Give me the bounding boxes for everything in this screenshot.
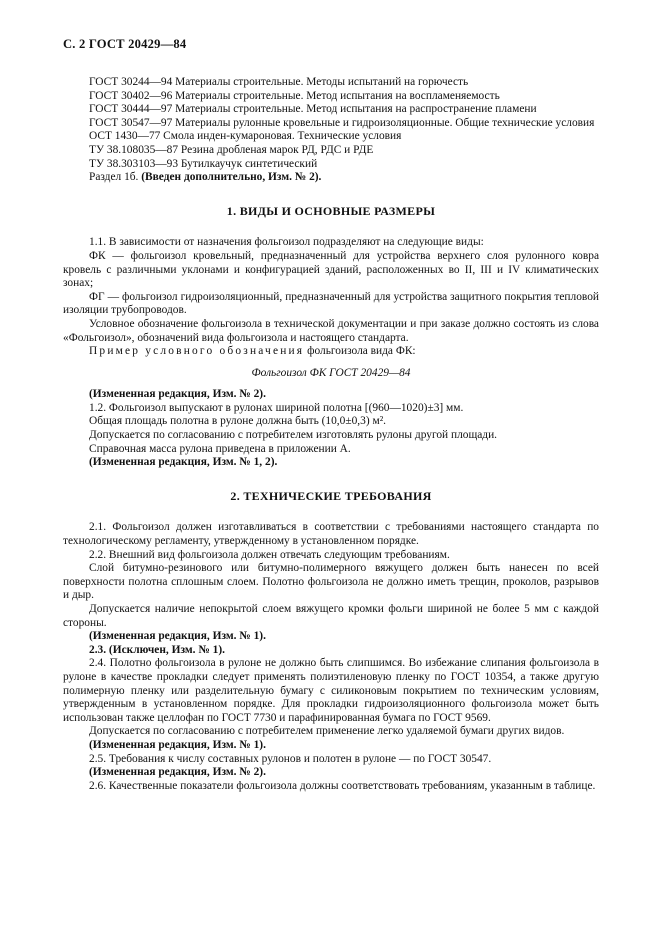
paragraph: ФК — фольгоизол кровельный, предназначенный для устройства верхнего слоя рулонного ковра кровель с различными уклонами и конфигурацией зданий, расположенных во II, III и IV климатических зонах; bbox=[63, 249, 599, 290]
reference-item: ГОСТ 30244—94 Материалы строительные. Методы испытаний на горючесть bbox=[89, 76, 469, 88]
section-1-heading: 1. ВИДЫ И ОСНОВНЫЕ РАЗМЕРЫ bbox=[226, 203, 436, 218]
reference-item: ГОСТ 30402—96 Материалы строительные. Метод испытания на воспламеняемость bbox=[89, 89, 500, 102]
section-1 bbox=[63, 236, 599, 470]
document-body bbox=[63, 76, 599, 793]
paragraph: 2.5. Требования к числу составных рулонов и полотен в рулоне — по ГОСТ 30547. bbox=[89, 752, 492, 765]
section-note-prefix: Раздел 1б. bbox=[89, 171, 142, 184]
example-intro-text: фольгоизола вида ФК: bbox=[304, 345, 416, 358]
amendment-note: (Измененная редакция, Изм. № 2). bbox=[89, 766, 266, 779]
paragraph: 2.6. Качественные показатели фольгоизола должны соответствовать требованиям, указанным в таблице. bbox=[89, 779, 596, 792]
paragraph: Допускается по согласованию с потребителем применение легко удаляемой бумаги других видов. bbox=[89, 725, 565, 738]
normative-references bbox=[63, 76, 599, 185]
paragraph: 2.1. Фольгоизол должен изготавливаться в соответствии с требованиями настоящего стандарта по технологическому регламенту, утвержденному в установленном порядке. bbox=[63, 521, 599, 548]
example-intro bbox=[63, 345, 599, 359]
reference-item: ОСТ 1430—77 Смола инден-кумароновая. Технические условия bbox=[89, 130, 402, 143]
paragraph: 1.2. Фольгоизол выпускают в рулонах шириной полотна [(960—1020)±3] мм. bbox=[89, 401, 464, 414]
page-header: С. 2 ГОСТ 20429—84 bbox=[63, 37, 187, 51]
amendment-note: (Измененная редакция, Изм. № 1, 2). bbox=[89, 456, 278, 469]
reference-item: ГОСТ 30444—97 Материалы строительные. Метод испытания на распространение пламени bbox=[89, 103, 537, 116]
section-2 bbox=[63, 521, 599, 793]
reference-item: ГОСТ 30547—97 Материалы рулонные кровельные и гидроизоляционные. Общие технические условия bbox=[89, 116, 595, 129]
paragraph: Допускается по согласованию с потребителем изготовлять рулоны другой площади. bbox=[89, 429, 498, 442]
paragraph: Условное обозначение фольгоизола в технической документации и при заказе должно состоять из слова «Фольгоизол», обозначений вида фольгоизола и настоящего стандарта. bbox=[63, 317, 599, 344]
paragraph: Справочная масса рулона приведена в приложении А. bbox=[89, 442, 351, 455]
reference-item: ТУ 38.108035—87 Резина дробленая марок РД, РДС и РДЕ bbox=[89, 143, 374, 156]
section-note bbox=[63, 171, 599, 185]
paragraph: Общая площадь полотна в рулоне должна быть (10,0±0,3) м². bbox=[89, 415, 386, 428]
example-designation: Фольгоизол ФК ГОСТ 20429—84 bbox=[251, 366, 411, 379]
excluded-clause: 2.3. (Исключен, Изм. № 1). bbox=[89, 643, 225, 656]
paragraph: 1.1. В зависимости от назначения фольгоизол подразделяют на следующие виды: bbox=[89, 236, 484, 249]
amendment-note: (Измененная редакция, Изм. № 1). bbox=[89, 630, 266, 643]
paragraph: Слой битумно-резинового или битумно-полимерного вяжущего должен быть нанесен по всей поверхности полотна сплошным слоем. Полотно фольгоизола не должно иметь трещин, проколов, разрывов и дыр. bbox=[63, 562, 599, 602]
paragraph: Допускается наличие непокрытой слоем вяжущего кромки фольги шириной не более 5 мм с каждой стороны. bbox=[63, 603, 599, 629]
paragraph: 2.4. Полотно фольгоизола в рулоне не должно быть слипшимся. Во избежание слипания фольгоизола в рулоне в качестве прокладки следует применять полиэтиленовую пленку по ГОСТ 10354, а также другую полимерную пленку или разделительную бумагу с силиконовым покрытием по техническим условиям, утвержденным в установленном порядке. Для прокладки гидроизоляционного фольгоизола может быть использован также целлофан по ГОСТ 7730 и парафинированная бумага по ГОСТ 9569. bbox=[63, 657, 599, 724]
paragraph: 2.2. Внешний вид фольгоизола должен отвечать следующим требованиям. bbox=[89, 548, 450, 561]
section-2-heading: 2. ТЕХНИЧЕСКИЕ ТРЕБОВАНИЯ bbox=[230, 488, 432, 503]
example-label: Пример условного обозначения bbox=[89, 345, 305, 358]
reference-item: ТУ 38.303103—93 Бутилкаучук синтетический bbox=[89, 157, 318, 170]
amendment-note: (Измененная редакция, Изм. № 1). bbox=[89, 738, 266, 751]
section-note-amendment: (Введен дополнительно, Изм. № 2). bbox=[141, 171, 322, 184]
paragraph: ФГ — фольгоизол гидроизоляционный, предназначенный для устройства защитного покрытия тепловой изоляции трубопроводов. bbox=[63, 290, 599, 317]
amendment-note: (Измененная редакция, Изм. № 2). bbox=[89, 388, 266, 401]
